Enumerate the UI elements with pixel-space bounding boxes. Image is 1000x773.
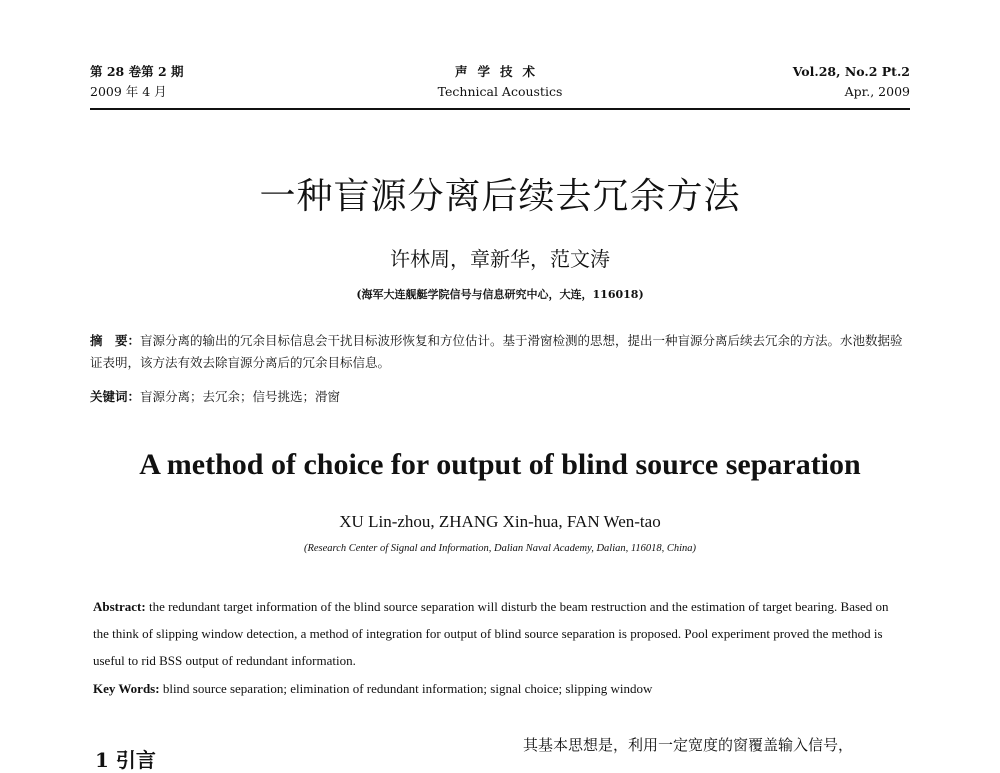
keywords-en <box>93 678 903 700</box>
abstract-text-en: the redundant target information of the blind source separation will disturb the beam restruction and the estimation of target bearing. Based on the think of slipping window detection, a method of integration for output of blind source separation is proposed. Pool experiment proved the method is useful to rid BSS output of redundant information. <box>93 599 889 668</box>
affiliation-cn: (海军大连舰艇学院信号与信息研究中心，大连，116018) <box>356 288 644 301</box>
volume-issue: 第 28 卷第 2 期 <box>90 64 184 79</box>
affiliation-en: (Research Center of Signal and Information, Dalian Naval Academy, Dalian, 116018, China) <box>303 543 697 554</box>
abstract-cn <box>90 330 910 374</box>
keywords-text-cn: 盲源分离；去冗余；信号挑选；滑窗 <box>140 389 341 404</box>
keywords-cn <box>90 386 910 408</box>
abstract-en <box>93 593 903 674</box>
authors-en: XU Lin-zhou, ZHANG Xin-hua, FAN Wen-tao <box>339 512 661 531</box>
publication-date-en: Apr., 2009 <box>844 84 910 99</box>
paper-title-en: A method of choice for output of blind source separation <box>139 448 861 481</box>
journal-volume-en <box>793 62 910 102</box>
header-rule <box>90 108 910 110</box>
publication-date-cn: 2009 年 4 月 <box>90 84 167 99</box>
body-text-right-column: 其基本思想是，利用一定宽度的窗覆盖输入信号， <box>523 736 854 754</box>
abstract-text-cn: 盲源分离的输出的冗余目标信息会干扰目标波形恢复和方位估计。基于滑窗检测的思想，提出一种盲源分离后续去冗余的方法。水池数据验证表明，该方法有效去除盲源分离后的冗余目标信息。 <box>90 333 903 370</box>
paper-title-cn: 一种盲源分离后续去冗余方法 <box>259 176 741 217</box>
keywords-label-cn: 关键词： <box>90 389 141 404</box>
volume-issue-en: Vol.28, No.2 Pt.2 <box>792 64 910 79</box>
journal-name <box>90 62 910 102</box>
abstract-label-cn: 摘 要： <box>90 333 141 348</box>
authors-cn: 许林周，章新华，范文涛 <box>390 247 610 271</box>
keywords-text-en: blind source separation; elimination of redundant information; signal choice; slipping window <box>159 681 653 696</box>
journal-header <box>90 62 910 112</box>
section-heading-introduction: 1 引言 <box>95 748 156 772</box>
journal-name-en: Technical Acoustics <box>437 84 563 99</box>
journal-name-cn: 声学技术 <box>454 64 545 79</box>
abstract-label-en: Abstract: <box>93 599 146 614</box>
keywords-label-en: Key Words: <box>93 681 160 696</box>
